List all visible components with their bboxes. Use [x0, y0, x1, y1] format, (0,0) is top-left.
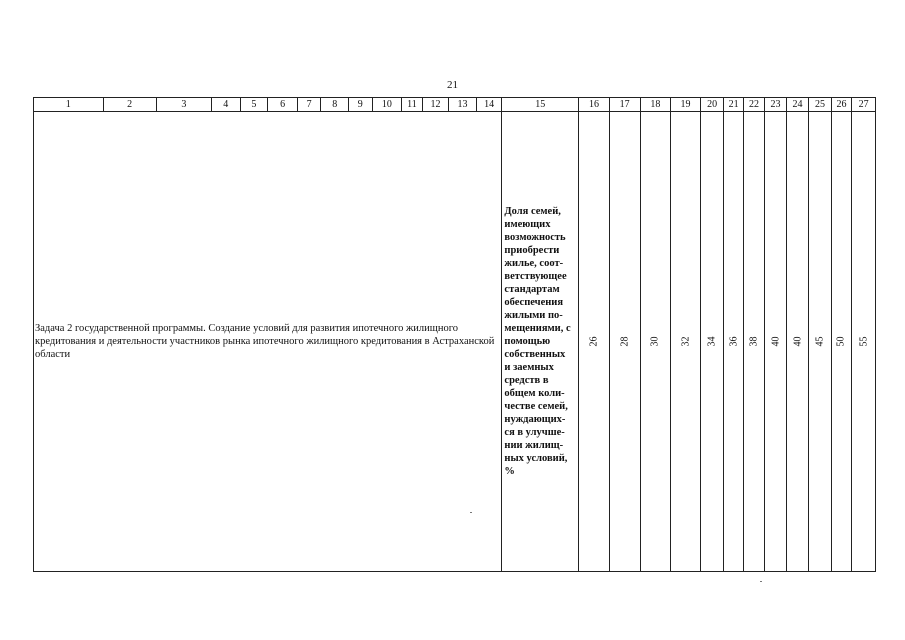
column-number: 3: [156, 98, 211, 112]
indicator-line: жилье, соот-: [504, 258, 564, 269]
indicator-line: помощью: [504, 336, 551, 347]
indicator-line: средств в: [504, 375, 549, 386]
column-number: 12: [422, 98, 449, 112]
column-number: 13: [449, 98, 477, 112]
indicator-line: ся в улучше-: [504, 427, 565, 438]
indicator-line: Доля семей,: [504, 206, 561, 217]
value-cell: [700, 112, 724, 572]
task-row: [34, 112, 876, 572]
value-cell: [724, 112, 743, 572]
indicator-line: мещениями, с: [504, 323, 571, 334]
scan-speck: [470, 512, 472, 513]
value-label: 34: [706, 336, 718, 347]
column-number: 18: [640, 98, 671, 112]
column-number: 15: [502, 98, 579, 112]
value-cell: [640, 112, 671, 572]
value-cell: [765, 112, 786, 572]
indicator-line: жилыми по-: [504, 310, 563, 321]
column-number: 19: [671, 98, 701, 112]
value-label: 26: [588, 336, 600, 347]
column-number: 10: [372, 98, 402, 112]
task-description: Задача 2 государственной программы. Создание условий для развития ипотечного жилищного кредитования и деятельности участников рынка ипотечного жилищного кредитования в Астраханской области: [34, 112, 502, 572]
value-label: 28: [619, 336, 631, 347]
program-table: [33, 97, 876, 572]
indicator-line: обеспечения: [504, 297, 564, 308]
column-number: 2: [103, 98, 156, 112]
indicator-line: стандартам: [504, 284, 560, 295]
value-cell: [671, 112, 701, 572]
indicator-line: честве семей,: [504, 401, 568, 412]
scan-speck: [760, 581, 762, 582]
column-number: 21: [724, 98, 743, 112]
value-cell: [852, 112, 876, 572]
column-number: 23: [765, 98, 786, 112]
indicator-line: собственных: [504, 349, 566, 360]
column-number: 14: [476, 98, 502, 112]
column-number: 27: [852, 98, 876, 112]
indicator-line: ветствующее: [504, 271, 567, 282]
column-number: 25: [809, 98, 832, 112]
value-cell: [609, 112, 640, 572]
column-number-row: [34, 98, 876, 112]
value-label: 30: [649, 336, 661, 347]
indicator-line: имеющих: [504, 219, 551, 230]
indicator-line: приобрести: [504, 245, 560, 256]
indicator-line: %: [504, 466, 515, 477]
column-number: 8: [321, 98, 349, 112]
value-label: 40: [770, 336, 782, 347]
indicator-line: и заемных: [504, 362, 554, 373]
indicator-line: возможность: [504, 232, 566, 243]
value-cell: [743, 112, 764, 572]
column-number: 17: [609, 98, 640, 112]
value-cell: [579, 112, 610, 572]
page-number: 21: [447, 79, 458, 91]
column-number: 11: [402, 98, 422, 112]
value-cell: [786, 112, 809, 572]
value-label: 50: [835, 336, 847, 347]
value-label: 40: [792, 336, 804, 347]
column-number: 9: [349, 98, 373, 112]
value-label: 45: [814, 336, 826, 347]
column-number: 4: [211, 98, 240, 112]
column-number: 22: [743, 98, 764, 112]
indicator-line: нии жилищ-: [504, 440, 564, 451]
column-number: 7: [297, 98, 321, 112]
column-number: 24: [786, 98, 809, 112]
value-cell: [831, 112, 851, 572]
indicator-line: общем коли-: [504, 388, 565, 399]
value-cell: [809, 112, 832, 572]
value-label: 55: [858, 336, 870, 347]
column-number: 5: [240, 98, 268, 112]
value-label: 36: [728, 336, 740, 347]
column-number: 1: [34, 98, 104, 112]
indicator-line: ных условий,: [504, 453, 568, 464]
indicator-line: нуждающих-: [504, 414, 566, 425]
value-label: 32: [680, 336, 692, 347]
column-number: 20: [700, 98, 724, 112]
indicator-description: [502, 112, 579, 572]
column-number: 6: [268, 98, 298, 112]
column-number: 16: [579, 98, 610, 112]
column-number: 26: [831, 98, 851, 112]
value-label: 38: [748, 336, 760, 347]
